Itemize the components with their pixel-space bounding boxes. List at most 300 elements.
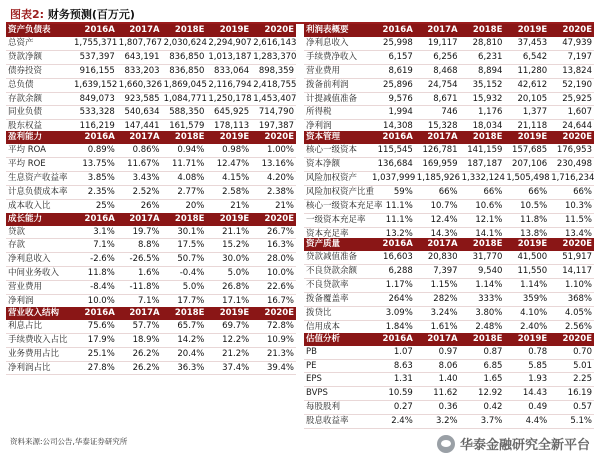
table-cell: 923,585 <box>117 92 162 106</box>
table-cell: 13.2% <box>370 227 415 241</box>
table-row <box>6 171 296 185</box>
row-label: PE <box>304 359 370 373</box>
table-cell: 1,332,124 <box>460 171 505 185</box>
table-cell: 2.56% <box>549 320 594 334</box>
table-cell: 4.15% <box>206 171 251 185</box>
table-cell: 0.42 <box>460 401 505 415</box>
row-label: 中间业务收入 <box>6 267 72 281</box>
table-cell: 3.43% <box>117 171 162 185</box>
table-cell: 714,790 <box>251 106 296 120</box>
table-cell: 66% <box>415 185 460 199</box>
table-cell: 540,634 <box>117 106 162 120</box>
row-label: 计息负债成本率 <box>6 185 72 199</box>
table-cell: -8.4% <box>72 281 117 295</box>
table-cell: 0.70 <box>549 346 594 359</box>
row-label: 贷款净额 <box>6 50 72 64</box>
row-label: 拨备前利润 <box>304 78 370 92</box>
left-section-1 <box>6 131 296 213</box>
table-cell: 1.65 <box>460 373 505 387</box>
table-cell: 6,542 <box>504 50 549 64</box>
table-cell: 21.1% <box>206 226 251 239</box>
table-cell: 21.3% <box>251 347 296 361</box>
table-cell: 51,917 <box>549 251 594 264</box>
year-header: 2016A <box>72 213 117 226</box>
year-header: 2018E <box>162 24 207 37</box>
table-cell: 2,116,794 <box>206 78 251 92</box>
table-cell: 3.1% <box>72 226 117 239</box>
data-table <box>6 307 296 376</box>
table-cell: 14.3% <box>415 227 460 241</box>
table-cell: 6,256 <box>415 50 460 64</box>
year-header: 2018E <box>460 238 505 251</box>
table-cell: 66% <box>460 185 505 199</box>
table-cell: 11.1% <box>370 213 415 227</box>
table-row <box>304 199 594 213</box>
row-label: 股息收益率 <box>304 415 370 429</box>
table-cell: 4.20% <box>251 171 296 185</box>
table-row <box>304 265 594 279</box>
table-row <box>6 92 296 106</box>
row-label: 一级资本充足率 <box>304 213 370 227</box>
section-header-row <box>304 238 594 251</box>
section-header: 成长能力 <box>6 213 72 226</box>
table-cell: 20,830 <box>415 251 460 264</box>
year-header: 2016A <box>72 131 117 144</box>
table-cell: 3.80% <box>460 306 505 320</box>
table-cell: 1,176 <box>460 106 505 120</box>
table-cell: 14.1% <box>460 227 505 241</box>
right-section-0 <box>304 24 594 134</box>
wechat-icon <box>437 435 455 453</box>
row-label: 风险加权资产 <box>304 171 370 185</box>
table-cell: 898,359 <box>251 64 296 78</box>
year-header: 2017A <box>117 24 162 37</box>
year-header: 2020E <box>549 24 594 37</box>
table-cell: 36.3% <box>162 361 207 375</box>
table-cell: 1.00% <box>251 144 296 157</box>
table-cell: 1,660,326 <box>117 78 162 92</box>
row-label: 不良贷款余额 <box>304 265 370 279</box>
table-cell: 0.87 <box>460 346 505 359</box>
table-cell: 187,187 <box>460 158 505 172</box>
row-label: 贷款减值准备 <box>304 251 370 264</box>
table-cell: 849,073 <box>72 92 117 106</box>
table-cell: 2.77% <box>162 185 207 199</box>
table-cell: 37.4% <box>206 361 251 375</box>
table-cell: 141,159 <box>460 144 505 157</box>
table-cell: 18,034 <box>460 120 505 134</box>
table-cell: 230,498 <box>549 158 594 172</box>
table-cell: 11.71% <box>162 158 207 172</box>
figure-title-prefix: 图表2: <box>10 8 45 21</box>
row-label: 所得税 <box>304 106 370 120</box>
table-cell: 8,619 <box>370 64 415 78</box>
row-label: 平均 ROA <box>6 144 72 157</box>
table-cell: 42,612 <box>504 78 549 92</box>
table-cell: 31,770 <box>460 251 505 264</box>
section-header-row <box>6 213 296 226</box>
table-row <box>304 158 594 172</box>
table-cell: 1,869,045 <box>162 78 207 92</box>
table-cell: 26.2% <box>117 347 162 361</box>
row-label: 核心一级资本 <box>304 144 370 157</box>
row-label: 信用成本 <box>304 320 370 334</box>
table-cell: 1.93 <box>504 373 549 387</box>
table-cell: 9,576 <box>370 92 415 106</box>
watermark-text: 华泰金融研究全新平台 <box>459 438 590 453</box>
table-row <box>304 251 594 264</box>
table-cell: 157,685 <box>504 144 549 157</box>
table-cell: 1,037,999 <box>370 171 415 185</box>
table-cell: 169,959 <box>415 158 460 172</box>
table-cell: 57.7% <box>117 320 162 333</box>
table-row <box>304 50 594 64</box>
row-label: 拨备覆盖率 <box>304 293 370 307</box>
table-cell: 8.06 <box>415 359 460 373</box>
row-label: 不良贷款率 <box>304 279 370 293</box>
table-cell: 66% <box>549 185 594 199</box>
table-row <box>6 267 296 281</box>
table-cell: 59% <box>370 185 415 199</box>
table-cell: 1.15% <box>415 279 460 293</box>
table-cell: 18.9% <box>117 333 162 347</box>
table-cell: 66% <box>504 185 549 199</box>
table-row <box>304 37 594 50</box>
section-header-row <box>6 307 296 320</box>
table-cell: 0.49 <box>504 401 549 415</box>
table-cell: 6,157 <box>370 50 415 64</box>
table-cell: 22.6% <box>251 281 296 295</box>
table-cell: 1,185,926 <box>415 171 460 185</box>
year-header: 2016A <box>370 333 415 346</box>
table-row <box>304 359 594 373</box>
table-cell: 1,013,187 <box>206 50 251 64</box>
table-cell: 1,607 <box>549 106 594 120</box>
table-cell: 836,850 <box>162 64 207 78</box>
data-table <box>6 213 296 309</box>
row-label: 贷款 <box>6 226 72 239</box>
table-cell: 20.4% <box>162 347 207 361</box>
table-cell: 0.94% <box>162 144 207 157</box>
table-cell: 836,850 <box>162 50 207 64</box>
year-header: 2019E <box>504 24 549 37</box>
table-cell: 25,896 <box>370 78 415 92</box>
table-cell: 1.61% <box>415 320 460 334</box>
table-cell: 13.16% <box>251 158 296 172</box>
table-cell: 2.38% <box>251 185 296 199</box>
table-cell: 15.2% <box>206 239 251 253</box>
year-header: 2018E <box>460 333 505 346</box>
table-cell: 161,579 <box>162 120 207 134</box>
table-cell: 8,671 <box>415 92 460 106</box>
table-cell: 0.36 <box>415 401 460 415</box>
table-cell: 2,294,907 <box>206 37 251 50</box>
data-table <box>304 333 594 429</box>
table-cell: 833,064 <box>206 64 251 78</box>
row-label: 手续费收入占比 <box>6 333 72 347</box>
table-cell: 4.05% <box>549 306 594 320</box>
data-table <box>304 24 594 134</box>
table-cell: 1,716,234 <box>549 171 594 185</box>
table-cell: -2.6% <box>72 253 117 267</box>
table-row <box>304 373 594 387</box>
row-label: 成本收入比 <box>6 199 72 213</box>
data-table <box>6 24 296 134</box>
year-header: 2016A <box>72 24 117 37</box>
table-cell: 17.9% <box>72 333 117 347</box>
table-cell: 20% <box>162 199 207 213</box>
table-cell: 35,152 <box>460 78 505 92</box>
section-header-row <box>6 131 296 144</box>
table-cell: 41,500 <box>504 251 549 264</box>
row-label: 债券投资 <box>6 64 72 78</box>
table-cell: 17.7% <box>162 295 207 309</box>
table-cell: 1.40 <box>415 373 460 387</box>
year-header: 2016A <box>370 238 415 251</box>
table-cell: 0.89% <box>72 144 117 157</box>
table-cell: 0.57 <box>549 401 594 415</box>
table-cell: 15,932 <box>460 92 505 106</box>
year-header: 2019E <box>206 307 251 320</box>
table-cell: 147,441 <box>117 120 162 134</box>
table-cell: 1,250,178 <box>206 92 251 106</box>
table-cell: 14.43 <box>504 387 549 401</box>
table-cell: 5.01 <box>549 359 594 373</box>
table-cell: 0.27 <box>370 401 415 415</box>
table-cell: 1.17% <box>370 279 415 293</box>
table-cell: 11.1% <box>370 199 415 213</box>
table-cell: 916,155 <box>72 64 117 78</box>
table-row <box>304 185 594 199</box>
table-cell: 0.97 <box>415 346 460 359</box>
table-row <box>6 37 296 50</box>
table-cell: 4.4% <box>504 415 549 429</box>
row-label: 核心一级资本充足率 <box>304 199 370 213</box>
year-header: 2017A <box>117 213 162 226</box>
table-row <box>304 106 594 120</box>
table-cell: 9,540 <box>460 265 505 279</box>
table-row <box>6 50 296 64</box>
table-row <box>6 347 296 361</box>
row-label: 同业负债 <box>6 106 72 120</box>
table-cell: 17.1% <box>206 295 251 309</box>
table-cell: 28,810 <box>460 37 505 50</box>
table-cell: 14,308 <box>370 120 415 134</box>
table-cell: 50.7% <box>162 253 207 267</box>
table-cell: 197,387 <box>251 120 296 134</box>
table-cell: 264% <box>370 293 415 307</box>
table-cell: 52,190 <box>549 78 594 92</box>
table-cell: 333% <box>460 293 505 307</box>
table-cell: 10.9% <box>251 333 296 347</box>
table-row <box>6 144 296 157</box>
table-cell: 11,280 <box>504 64 549 78</box>
table-cell: 26.2% <box>117 361 162 375</box>
year-header: 2019E <box>504 131 549 144</box>
table-cell: 368% <box>549 293 594 307</box>
year-header: 2019E <box>504 238 549 251</box>
table-cell: 4.08% <box>162 171 207 185</box>
table-cell: 27.8% <box>72 361 117 375</box>
table-row <box>6 64 296 78</box>
table-cell: 14,117 <box>549 265 594 279</box>
table-cell: 13.75% <box>72 158 117 172</box>
table-cell: 25% <box>72 199 117 213</box>
row-label: 股东权益 <box>6 120 72 134</box>
section-header-row <box>304 24 594 37</box>
row-label: 每股股利 <box>304 401 370 415</box>
table-cell: 8.8% <box>117 239 162 253</box>
year-header: 2018E <box>460 24 505 37</box>
table-row <box>6 226 296 239</box>
year-header: 2017A <box>415 333 460 346</box>
year-header: 2017A <box>117 131 162 144</box>
year-header: 2019E <box>206 213 251 226</box>
table-row <box>6 320 296 333</box>
table-cell: 282% <box>415 293 460 307</box>
table-cell: 15,328 <box>415 120 460 134</box>
table-cell: 39.4% <box>251 361 296 375</box>
row-label: 拨贷比 <box>304 306 370 320</box>
table-cell: 12.2% <box>206 333 251 347</box>
table-cell: 7.1% <box>117 295 162 309</box>
row-label: 存款 <box>6 239 72 253</box>
table-cell: 21,118 <box>504 120 549 134</box>
table-cell: 533,328 <box>72 106 117 120</box>
table-cell: 1,994 <box>370 106 415 120</box>
table-cell: 6,231 <box>460 50 505 64</box>
left-section-0 <box>6 24 296 134</box>
row-label: 净利润 <box>304 120 370 134</box>
right-section-3 <box>304 333 594 429</box>
year-header: 2019E <box>504 333 549 346</box>
table-cell: 1.6% <box>117 267 162 281</box>
right-section-1 <box>304 131 594 241</box>
table-row <box>6 199 296 213</box>
table-row <box>304 293 594 307</box>
table-row <box>6 253 296 267</box>
year-header: 2020E <box>549 131 594 144</box>
table-cell: 16,603 <box>370 251 415 264</box>
table-row <box>6 281 296 295</box>
data-table <box>6 131 296 213</box>
table-cell: 1,283,370 <box>251 50 296 64</box>
table-cell: 1,084,771 <box>162 92 207 106</box>
table-row <box>304 306 594 320</box>
section-header: 资本管理 <box>304 131 370 144</box>
table-row <box>304 387 594 401</box>
section-header: 资产负债表 <box>6 24 72 37</box>
table-cell: 1,505,498 <box>504 171 549 185</box>
table-cell: 116,219 <box>72 120 117 134</box>
table-cell: 12.1% <box>460 213 505 227</box>
table-cell: 11.5% <box>549 213 594 227</box>
table-cell: 2,418,755 <box>251 78 296 92</box>
table-cell: 2.40% <box>504 320 549 334</box>
table-cell: 178,113 <box>206 120 251 134</box>
table-row <box>304 64 594 78</box>
table-cell: 645,925 <box>206 106 251 120</box>
table-cell: 69.7% <box>206 320 251 333</box>
figure-title <box>10 6 135 22</box>
table-cell: 10.5% <box>504 199 549 213</box>
year-header: 2020E <box>549 333 594 346</box>
table-cell: 7.1% <box>72 239 117 253</box>
table-cell: 1.14% <box>504 279 549 293</box>
table-row <box>6 361 296 375</box>
table-cell: 11.67% <box>117 158 162 172</box>
year-header: 2020E <box>251 213 296 226</box>
table-cell: 13.4% <box>549 227 594 241</box>
table-cell: 19.7% <box>117 226 162 239</box>
data-table <box>304 238 594 334</box>
table-cell: 176,953 <box>549 144 594 157</box>
table-cell: 14.2% <box>162 333 207 347</box>
table-cell: 746 <box>415 106 460 120</box>
year-header: 2018E <box>460 131 505 144</box>
table-cell: 126,781 <box>415 144 460 157</box>
row-label: 生息资产收益率 <box>6 171 72 185</box>
table-cell: 1.14% <box>460 279 505 293</box>
table-cell: 1,755,371 <box>72 37 117 50</box>
table-cell: 21% <box>206 199 251 213</box>
table-cell: 25,998 <box>370 37 415 50</box>
section-header-row <box>304 131 594 144</box>
year-header: 2018E <box>162 307 207 320</box>
table-cell: 25,925 <box>549 92 594 106</box>
row-label: 风险加权资产比重 <box>304 185 370 199</box>
table-cell: 11.8% <box>504 213 549 227</box>
table-cell: 19,117 <box>415 37 460 50</box>
section-header: 利润表概要 <box>304 24 370 37</box>
table-row <box>6 185 296 199</box>
table-cell: 25.1% <box>72 347 117 361</box>
table-cell: 13,824 <box>549 64 594 78</box>
watermark <box>437 434 590 453</box>
year-header: 2016A <box>370 24 415 37</box>
section-header-row <box>6 24 296 37</box>
year-header: 2018E <box>162 213 207 226</box>
table-row <box>304 213 594 227</box>
year-header: 2017A <box>415 24 460 37</box>
year-header: 2017A <box>415 131 460 144</box>
year-header: 2017A <box>117 307 162 320</box>
table-cell: 37,453 <box>504 37 549 50</box>
table-cell: 2.25 <box>549 373 594 387</box>
table-cell: 2.58% <box>206 185 251 199</box>
table-cell: 2.52% <box>117 185 162 199</box>
table-cell: 1.07 <box>370 346 415 359</box>
year-header: 2019E <box>206 131 251 144</box>
table-row <box>304 171 594 185</box>
table-cell: 833,203 <box>117 64 162 78</box>
table-cell: 20,105 <box>504 92 549 106</box>
table-row <box>6 158 296 172</box>
table-cell: 65.7% <box>162 320 207 333</box>
table-cell: 1,807,767 <box>117 37 162 50</box>
table-row <box>304 401 594 415</box>
table-cell: 3.09% <box>370 306 415 320</box>
year-header: 2020E <box>251 131 296 144</box>
left-section-3 <box>6 307 296 376</box>
table-cell: 1,377 <box>504 106 549 120</box>
table-cell: 12.47% <box>206 158 251 172</box>
table-cell: 24,644 <box>549 120 594 134</box>
table-cell: 30.0% <box>206 253 251 267</box>
table-cell: 30.1% <box>162 226 207 239</box>
row-label: 资本净额 <box>304 158 370 172</box>
table-cell: -11.8% <box>117 281 162 295</box>
